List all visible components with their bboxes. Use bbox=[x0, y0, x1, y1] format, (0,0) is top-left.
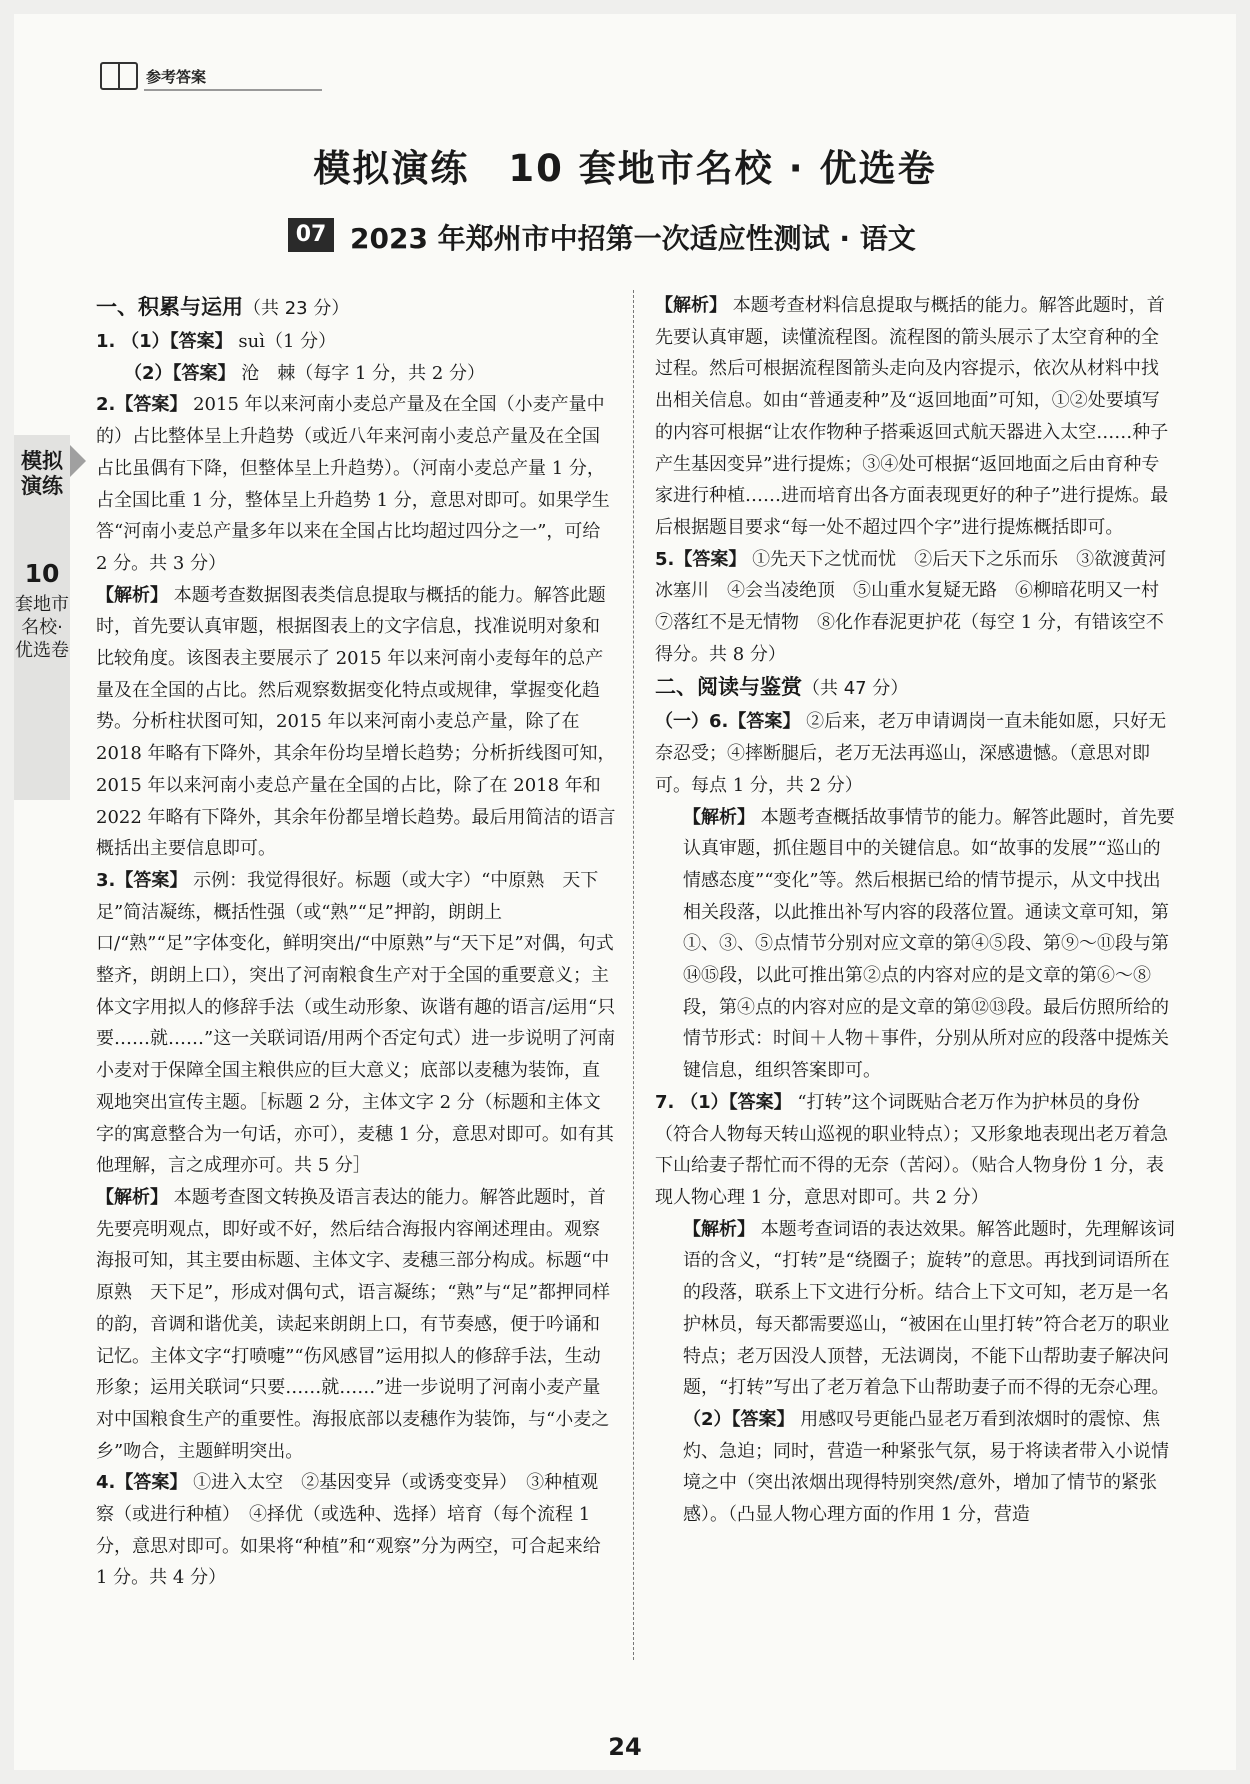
section-title: 二、阅读与鉴赏 bbox=[655, 675, 802, 700]
question-5 bbox=[655, 544, 1175, 671]
question-6-analysis bbox=[655, 802, 1175, 1087]
answer-tag: 【答案】 bbox=[115, 394, 188, 416]
side-tab-line1: 模拟演练 bbox=[21, 449, 63, 498]
section-points: （共 47 分） bbox=[802, 678, 909, 700]
answer-text: ①先天下之忧而忧 ②后天下之乐而乐 ③欲渡黄河冰塞川 ④会当凌绝顶 ⑤山重水复疑无路 ⑥柳暗花明又一村 ⑦落红不是无情物 ⑧化作春泥更护花（每空 1 分，有错该空不得分。共 8 分） bbox=[655, 548, 1177, 665]
answer-text: ①进入太空 ②基因变异（或诱变变异） ③种植观察（或进行种植） ④择优（或选种、选择）培育（每个流程 1 分，意思对即可。如果将“种植”和“观察”分为两空，可合起来给 1 分。共 4 分） bbox=[96, 1472, 601, 1589]
exam-number-badge: 07 bbox=[288, 218, 334, 252]
analysis-tag: 【解析】 bbox=[683, 1218, 755, 1240]
answer-text: 示例：我觉得很好。标题（或大字）“中原熟 天下足”简洁凝练，概括性强（或“熟”“足”押韵，朗朗上口/“熟”“足”字体变化，鲜明突出/“中原熟”与“天下足”对偶，句式整齐，朗朗上口），突出了河南粮食生产对于全国的重要意义；主体文字用拟人的修辞手法（或生动形象、诙谐有趣的语言/运用“只要……就……”这一关联词语/用两个否定句式）进一步说明了河南小麦对于保障全国主粮供应的巨大意义；底部以麦穗为装饰，直观地突出宣传主题。［标题 2 分，主体文字 2 分（标题和主体文字的寓意整合为一句话，亦可），麦穗 1 分，意思对即可。如有其他理解，言之成理亦可。共 5 分］ bbox=[96, 869, 616, 1177]
side-tab bbox=[14, 435, 70, 800]
header-label: 参考答案 bbox=[146, 68, 207, 86]
column-divider bbox=[633, 290, 634, 1660]
section-heading bbox=[655, 670, 1175, 706]
side-tab-line3: 套地市名校·优选卷 bbox=[15, 594, 69, 661]
left-column bbox=[96, 290, 616, 1594]
answer-tag: 【答案】 bbox=[115, 869, 188, 891]
answer-text: 用感叹号更能凸显老万看到浓烟时的震惊、焦灼、急迫；同时，营造一种紧张气氛，易于将读者带入小说情境之中（突出浓烟出现得特别突然/意外，增加了情节的紧张感）。（凸显人物心理方面的作用 1 分，营造 bbox=[683, 1408, 1169, 1526]
analysis-text: 本题考查图文转换及语言表达的能力。解答此题时，首先要亮明观点，即好或不好，然后结合海报内容阐述理由。观察海报可知，其主要由标题、主体文字、麦穗三部分构成。标题“中原熟 天下足”，形成对偶句式，语言凝练；“熟”与“足”都押同样的韵，音调和谐优美，读起来朗朗上口，有节奏感，便于吟诵和记忆。主体文字“打喷嚏”“伤风感冒”运用拟人的修辞手法，生动形象；运用关联词“只要……就……”进一步说明了河南小麦产量对中国粮食生产的重要性。海报底部以麦穗作为装饰，与“小麦之乡”吻合，主题鲜明突出。 bbox=[96, 1186, 611, 1462]
analysis-tag: 【解析】 bbox=[655, 295, 727, 316]
answer-text: 2015 年以来河南小麦总产量及在全国（小麦产量中的）占比整体呈上升趋势（或近八年来河南小麦总产量及在全国占比虽偶有下降，但整体呈上升趋势）。（河南小麦总产量 1 分，占全国比重 1 分，整体呈上升趋势 1 分，意思对即可。如果学生答“河南小麦总产量多年以来在全国占比均超过四分之一”，可给 2 分。共 3 分） bbox=[96, 394, 610, 574]
analysis-text: 本题考查材料信息提取与概括的能力。解答此题时，首先要认真审题，读懂流程图。流程图的箭头展示了太空育种的全过程。然后可根据流程图箭头走向及内容提示，依次从材料中找出相关信息。如由“普通麦种”及“返回地面”可知，①②处要填写的内容可根据“让农作物种子搭乘返回式航天器进入太空……种子产生基因变异”进行提炼；③④处可根据“返回地面之后由育种专家进行种植……进而培育出各方面表现更好的种子”进行提炼。最后根据题目要求“每一处不超过四个字”进行提炼概括即可。 bbox=[655, 295, 1169, 538]
answer-text: ②后来，老万申请调岗一直未能如愿，只好无奈忍受；④摔断腿后，老万无法再巡山，深感遗憾。（意思对即可。每点 1 分，共 2 分） bbox=[655, 711, 1167, 796]
question-6 bbox=[655, 706, 1175, 801]
question-number: 3. bbox=[96, 869, 116, 891]
question-number: 7. bbox=[655, 1091, 675, 1113]
question-2-analysis bbox=[96, 580, 616, 865]
right-column bbox=[655, 290, 1175, 1531]
analysis-text: 本题考查数据图表类信息提取与概括的能力。解答此题时，首先要认真审题，根据图表上的文字信息，找准说明对象和比较角度。该图表主要展示了 2015 年以来河南小麦每年的总产量及在全国的占比。然后观察数据变化特点或规律，掌握变化趋势。分析柱状图可知，2015 年以来河南小麦总产量，除了在 2018 年略有下降外，其余年份均呈增长趋势；分析折线图可知，2015 年以来河南小麦总产量在全国的占比，除了在 2018 年和 2022 年略有下降外，其余年份都呈增长趋势。最后用简洁的语言概括出主要信息即可。 bbox=[96, 584, 616, 860]
question-1 bbox=[96, 326, 616, 358]
side-tab-arrow-icon bbox=[70, 445, 86, 477]
analysis-tag: 【解析】 bbox=[96, 584, 168, 606]
question-number: 1. bbox=[96, 331, 116, 352]
answer-tag: （2）【答案】 bbox=[683, 1408, 795, 1430]
section-heading bbox=[96, 290, 616, 326]
answer-tag: 【答案】 bbox=[115, 1472, 188, 1494]
answer-text: 沧 棘（每字 1 分，共 2 分） bbox=[241, 362, 486, 384]
question-7-part-1-analysis bbox=[655, 1214, 1175, 1404]
question-number: 4. bbox=[96, 1472, 116, 1494]
side-tab-line2: 10 bbox=[24, 559, 60, 588]
question-4-analysis bbox=[655, 290, 1175, 544]
question-3 bbox=[96, 865, 616, 1182]
question-4 bbox=[96, 1467, 616, 1594]
question-1-part-2 bbox=[96, 358, 616, 390]
page-header bbox=[100, 60, 220, 94]
answer-tag: （2）【答案】 bbox=[124, 362, 236, 384]
analysis-text: 本题考查词语的表达效果。解答此题时，先理解该词语的含义，“打转”是“绕圈子；旋转”的意思。再找到词语所在的段落，联系上下文进行分析。结合上下文可知，老万是一名护林员，每天都需要巡山，“被困在山里打转”符合老万的职业特点；老万因没人顶替，无法调岗，不能下山帮助妻子解决问题，“打转”写出了老万着急下山帮助妻子而不得的无奈心理。 bbox=[683, 1218, 1175, 1399]
answer-tag: （1）【答案】 bbox=[680, 1091, 792, 1113]
question-number: 2. bbox=[96, 394, 116, 416]
analysis-text: 本题考查概括故事情节的能力。解答此题时，首先要认真审题，抓住题目中的关键信息。如“故事的发展”“巡山的情感态度”“变化”等。然后根据已给的情节提示，从文中找出相关段落，以此推出补写内容的段落位置。通读文章可知，第①、③、⑤点情节分别对应文章的第④⑤段、第⑨～⑪段与第⑭⑮段，以此可推出第②点的内容对应的是文章的第⑥～⑧段，第④点的内容对应的是文章的第⑫⑬段。最后仿照所给的情节形式：时间＋人物＋事件，分别从所对应的段落中提炼关键信息，组织答案即可。 bbox=[683, 806, 1175, 1082]
answer-text: “打转”这个词既贴合老万作为护林员的身份（符合人物每天转山巡视的职业特点）；又形象地表现出老万着急下山给妻子帮忙而不得的无奈（苦闷）。（贴合人物身份 1 分，表现人物心理 1 分，意思对即可。共 2 分） bbox=[655, 1091, 1168, 1208]
page-number: 24 bbox=[608, 1733, 642, 1761]
header-underline bbox=[144, 89, 322, 91]
analysis-tag: 【解析】 bbox=[96, 1186, 168, 1208]
question-2 bbox=[96, 389, 616, 579]
section-points: （共 23 分） bbox=[243, 298, 350, 319]
question-number: 5. bbox=[655, 548, 675, 570]
exam-title: 2023 年郑州市中招第一次适应性测试 · 语文 bbox=[350, 222, 916, 255]
page-title: 模拟演练 10 套地市名校 · 优选卷 bbox=[313, 147, 937, 190]
answer-text: suì（1 分） bbox=[238, 331, 337, 352]
answer-tag: 【答案】 bbox=[728, 711, 801, 733]
answer-tag: 【答案】 bbox=[674, 548, 747, 570]
question-number: （一）6. bbox=[655, 711, 729, 733]
analysis-tag: 【解析】 bbox=[683, 806, 755, 828]
answer-tag: （1）【答案】 bbox=[121, 331, 233, 352]
question-3-analysis bbox=[96, 1182, 616, 1467]
question-7-part-2 bbox=[655, 1404, 1175, 1531]
question-7-part-1 bbox=[655, 1087, 1175, 1214]
book-icon bbox=[100, 62, 138, 90]
section-title: 一、积累与运用 bbox=[96, 295, 243, 319]
